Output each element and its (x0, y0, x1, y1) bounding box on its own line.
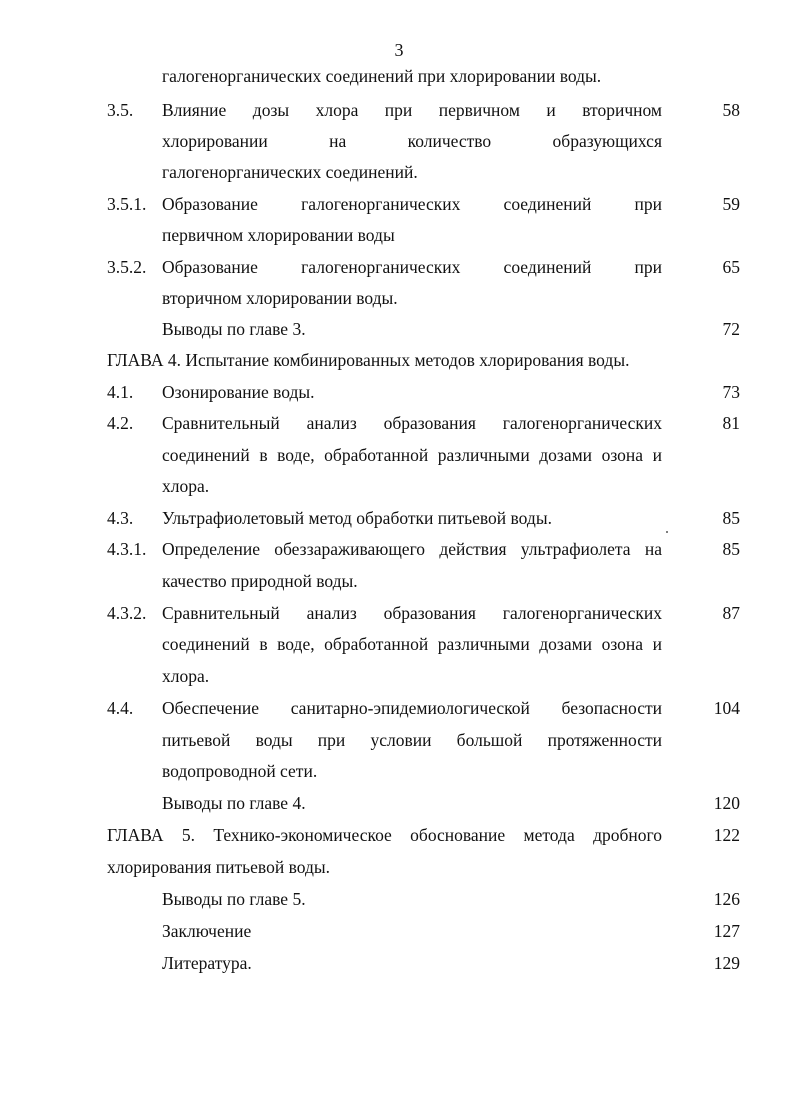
toc-entry-number: 3.5. (107, 100, 134, 120)
toc-chapter-heading: ГЛАВА 5. Технико-экономическое обоснование метода дробного (107, 825, 662, 845)
toc-entry-number: 4.2. (107, 413, 134, 433)
toc-entry-page: 59 (722, 194, 740, 214)
toc-entry-text: Образование галогенорганических соединений при (162, 257, 662, 277)
toc-entry-page: 126 (713, 889, 740, 909)
toc-entry-page: 122 (713, 825, 740, 845)
toc-entry-text: Образование галогенорганических соединений при (162, 194, 662, 214)
toc-entry-page: 81 (722, 413, 740, 433)
toc-continuation: галогенорганических соединений при хлорировании воды. (162, 66, 602, 86)
scan-speck (666, 531, 668, 533)
toc-entry-text: хлора. (162, 666, 210, 686)
toc-entry-number: 4.3.2. (107, 603, 147, 623)
toc-entry-number: 4.3.1. (107, 539, 147, 559)
toc-entry-number: 4.3. (107, 508, 134, 528)
page-number: 3 (394, 40, 404, 60)
toc-entry-text: Сравнительный анализ образования галогенорганических (162, 413, 662, 433)
toc-entry-page: 127 (713, 921, 740, 941)
toc-entry-number: 4.4. (107, 698, 134, 718)
toc-entry-text: соединений в воде, обработанной различными дозами озона и (162, 634, 662, 654)
toc-entry-text: Определение обеззараживающего действия ультрафиолета на (162, 539, 662, 559)
toc-entry-page: 120 (713, 793, 740, 813)
toc-entry-text: Выводы по главе 3. (162, 319, 306, 339)
toc-entry-page: 104 (713, 698, 740, 718)
toc-entry-text: качество природной воды. (162, 571, 358, 591)
toc-chapter-heading: хлорирования питьевой воды. (107, 857, 330, 877)
toc-entry-text: водопроводной сети. (162, 761, 318, 781)
toc-entry-text: Выводы по главе 5. (162, 889, 306, 909)
toc-entry-number: 3.5.1. (107, 194, 147, 214)
toc-entry-page: 129 (713, 953, 740, 973)
toc-entry-page: 87 (722, 603, 740, 623)
toc-entry-text: Сравнительный анализ образования галогенорганических (162, 603, 662, 623)
toc-entry-text: хлорировании на количество образующихся (162, 131, 662, 151)
toc-entry-text: галогенорганических соединений. (162, 162, 418, 182)
toc-entry-page: 73 (722, 382, 740, 402)
toc-entry-number: 4.1. (107, 382, 134, 402)
toc-entry-text: вторичном хлорировании воды. (162, 288, 398, 308)
toc-entry-page: 58 (722, 100, 740, 120)
toc-entry-text: Заключение (162, 921, 252, 941)
toc-entry-text: Ультрафиолетовый метод обработки питьевой воды. (162, 508, 552, 528)
toc-entry-text: хлора. (162, 476, 210, 496)
toc-chapter-heading: ГЛАВА 4. Испытание комбинированных методов хлорирования воды. (107, 350, 630, 370)
toc-entry-text: Озонирование воды. (162, 382, 315, 402)
toc-entry-text: Литература. (162, 953, 252, 973)
toc-entry-text: Выводы по главе 4. (162, 793, 306, 813)
toc-entry-page: 72 (722, 319, 740, 339)
toc-entry-text: соединений в воде, обработанной различными дозами озона и (162, 445, 662, 465)
toc-entry-number: 3.5.2. (107, 257, 147, 277)
toc-entry-text: Обеспечение санитарно-эпидемиологической безопасности (162, 698, 662, 718)
toc-entry-page: 65 (722, 257, 740, 277)
toc-entry-page: 85 (722, 508, 740, 528)
toc-entry-page: 85 (722, 539, 740, 559)
toc-entry-text: питьевой воды при условии большой протяженности (162, 730, 662, 750)
toc-entry-text: первичном хлорировании воды (162, 225, 395, 245)
toc-entry-text: Влияние дозы хлора при первичном и вторичном (162, 100, 662, 120)
